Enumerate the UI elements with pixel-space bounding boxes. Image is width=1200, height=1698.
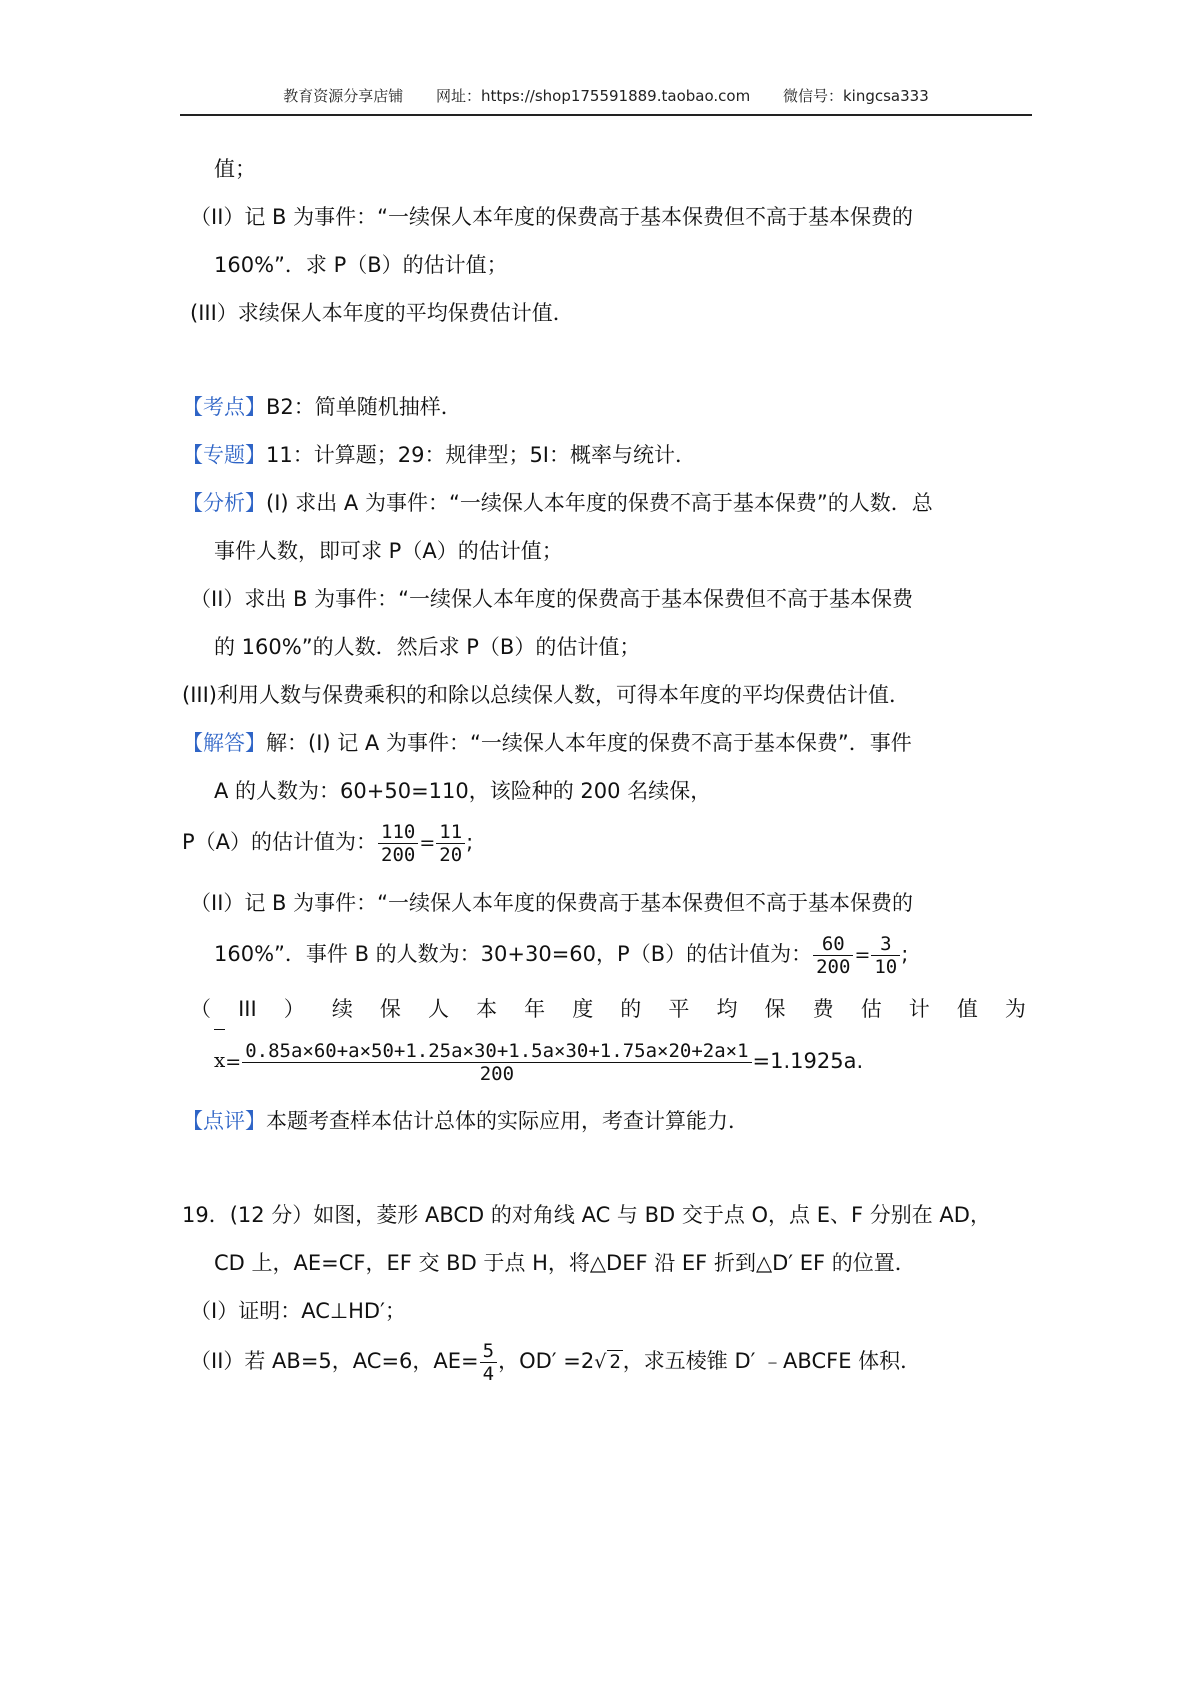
sqrt-symbol: √ (594, 1351, 607, 1373)
equals-sign: = (854, 944, 871, 966)
jieda-line-3-pre: P（A）的估计值为： (182, 830, 378, 854)
fraction-denominator: 20 (439, 843, 463, 866)
mean-symbol: x (214, 1033, 225, 1087)
jieda-line-5-post: ; (901, 942, 909, 966)
zhuanti-text: 11：计算题；29：规律型；5I：概率与统计． (266, 443, 696, 467)
header-shop: 教育资源分享店铺 (283, 87, 404, 105)
jieda-line-4: （II）记 B 为事件：“一续保人本年度的保费高于基本保费但不高于基本保费的 (190, 891, 914, 915)
jieda-line-3-post: ; (466, 830, 474, 854)
jieda-word: 本 (476, 997, 498, 1021)
fraction-3-10 (871, 933, 900, 978)
jieda-word: 续 (331, 997, 353, 1021)
jieda-tag: 【解答】 (182, 731, 266, 755)
fenxi-tag: 【分析】 (182, 491, 266, 515)
fraction-denominator: 4 (482, 1362, 495, 1385)
fraction-numerator: 0.85a×60+a×50+1.25a×30+1.5a×30+1.75a×20+2a×1 (242, 1040, 751, 1063)
fraction-mean-premium (242, 1040, 751, 1085)
page-header (180, 84, 1032, 116)
jieda-word: 保 (379, 997, 401, 1021)
zhuanti-tag: 【专题】 (182, 443, 266, 467)
fraction-numerator: 3 (871, 933, 900, 956)
jieda-word: 保 (764, 997, 786, 1021)
dianping-tag: 【点评】 (182, 1109, 266, 1133)
jieda-line-7 (214, 1034, 863, 1089)
q19-line-4-post: ，求五棱锥 D′ ﹣ABCFE 体积． (622, 1349, 922, 1373)
fraction-11-20 (436, 821, 465, 866)
fraction-numerator: 110 (378, 821, 418, 844)
q19-line-3: （I）证明：AC⊥HD′； (190, 1299, 406, 1323)
jieda-line-1 (182, 728, 912, 758)
jieda-word: （ (190, 997, 211, 1021)
jieda-word: ） (283, 997, 305, 1021)
equals-sign: = (419, 832, 436, 854)
q18-line-3: 160%”．求 P（B）的估计值； (214, 253, 508, 277)
fraction-numerator: 60 (813, 933, 853, 956)
fraction-denominator: 200 (479, 1062, 515, 1085)
kaodian-tag: 【考点】 (182, 395, 266, 419)
fenxi-line-1 (182, 488, 933, 518)
jieda-word: 计 (908, 997, 930, 1021)
fraction-5-4 (480, 1340, 497, 1385)
fenxi-line-5: (III)利用人数与保费乘积的和除以总续保人数，可得本年度的平均保费估计值． (182, 683, 910, 707)
fenxi-line-2: 事件人数，即可求 P（A）的估计值； (214, 539, 563, 563)
jieda-word: 值 (956, 997, 978, 1021)
fraction-110-200 (378, 821, 418, 866)
jieda-line-7-post: =1.1925a. (752, 1049, 864, 1073)
jieda-word: 的 (620, 997, 642, 1021)
dianping-line (182, 1106, 749, 1136)
jieda-word: 平 (668, 997, 690, 1021)
q18-line-2: （II）记 B 为事件：“一续保人本年度的保费高于基本保费但不高于基本保费的 (190, 205, 914, 229)
q18-line-1: 值； (214, 157, 256, 181)
equals-sign: = (225, 1051, 242, 1073)
kaodian-line (182, 392, 462, 422)
jieda-line-6 (190, 994, 1026, 1024)
jieda-line-5-pre: 160%”．事件 B 的人数为：30+30=60，P（B）的估计值为： (214, 942, 813, 966)
jieda-line-5 (214, 928, 908, 981)
fraction-denominator: 200 (381, 843, 416, 866)
jieda-word: 度 (572, 997, 594, 1021)
jieda-word: 费 (812, 997, 834, 1021)
jieda-word: 均 (716, 997, 738, 1021)
dianping-text: 本题考查样本估计总体的实际应用，考查计算能力． (266, 1109, 749, 1133)
jieda-text-1: 解：(I) 记 A 为事件：“一续保人本年度的保费不高于基本保费”．事件 (266, 731, 912, 755)
fenxi-line-4: 的 160%”的人数．然后求 P（B）的估计值； (214, 635, 641, 659)
fraction-numerator: 11 (436, 821, 465, 844)
header-wechat: 微信号：kingcsa333 (782, 87, 929, 105)
header-site: 网址：https://shop175591889.taobao.com (436, 87, 751, 105)
jieda-word: III (238, 997, 257, 1021)
fraction-denominator: 200 (816, 955, 851, 978)
q18-line-4: (III）求续保人本年度的平均保费估计值． (190, 301, 574, 325)
q19-line-4-pre: （II）若 AB=5，AC=6，AE= (190, 1349, 479, 1373)
kaodian-text: B2：简单随机抽样． (266, 395, 462, 419)
jieda-word: 年 (524, 997, 546, 1021)
sqrt-radicand: 2 (609, 1351, 621, 1373)
q19-line-4 (190, 1336, 921, 1387)
fraction-numerator: 5 (480, 1340, 497, 1363)
fraction-60-200 (813, 933, 853, 978)
jieda-word: 为 (1004, 997, 1026, 1021)
q19-line-4-mid: ，OD′ =2 (498, 1349, 595, 1373)
fenxi-line-3: （II）求出 B 为事件：“一续保人本年度的保费高于基本保费但不高于基本保费 (190, 587, 914, 611)
jieda-word: 估 (860, 997, 882, 1021)
jieda-line-3 (182, 817, 473, 868)
fraction-denominator: 10 (874, 955, 898, 978)
jieda-word: 人 (427, 997, 449, 1021)
q19-line-1: 19．(12 分）如图，菱形 ABCD 的对角线 AC 与 BD 交于点 O，点 E、F 分别在 AD， (182, 1203, 991, 1227)
q19-line-2: CD 上，AE=CF，EF 交 BD 于点 H，将△DEF 沿 EF 折到△D′ EF 的位置． (214, 1251, 916, 1275)
zhuanti-line (182, 440, 696, 470)
jieda-line-2: A 的人数为：60+50=110，该险种的 200 名续保， (214, 779, 712, 803)
fenxi-text-1: (I) 求出 A 为事件：“一续保人本年度的保费不高于基本保费”的人数．总 (266, 491, 933, 515)
